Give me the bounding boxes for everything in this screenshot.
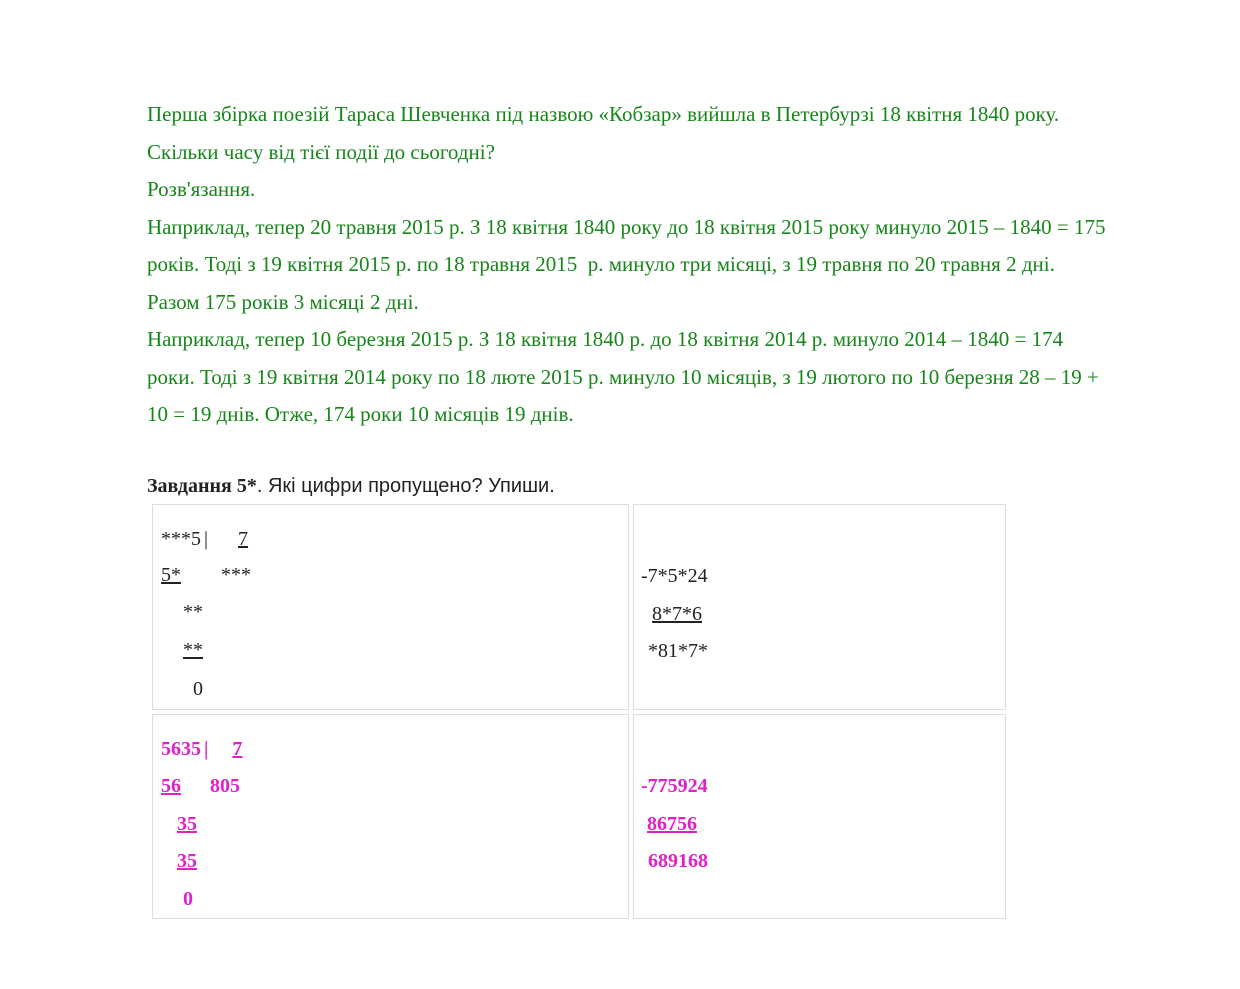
answer-division-divisor-value: 7 — [232, 738, 243, 760]
division-dividend: ***5 — [161, 528, 201, 550]
answer-division-quotient: 805 — [210, 775, 240, 797]
answer-division-result: 0 — [183, 888, 193, 910]
division-remainder: ** — [183, 601, 203, 623]
answer-division-remainder: 35 — [177, 813, 197, 835]
subtraction-difference: *81*7* — [648, 640, 708, 662]
division-quotient: *** — [221, 564, 251, 586]
solution-heading: Розв'язання. — [147, 177, 256, 201]
division-divisor: | 7 — [204, 528, 249, 550]
answer-subtraction-subtrahend — [641, 812, 697, 836]
problem-text — [147, 96, 1167, 434]
task-text: . Які цифри пропущено? Упиши. — [256, 475, 555, 497]
task-heading — [147, 475, 555, 498]
answer-division-divisor: | 7 — [204, 738, 243, 760]
division-divisor-value: 7 — [238, 528, 249, 550]
solution-line: Наприклад, тепер 20 травня 2015 р. З 18 квітня 1840 року до 18 квітня 2015 року минуло 2015 – 1840 = 175 — [147, 214, 1106, 239]
problem-line: Перша збірка поезій Тараса Шевченка під назвою «Кобзар» вийшла в Петербурзі 18 квітня 1840 року. — [147, 102, 1060, 126]
solution-line: 10 = 19 днів. Отже, 174 роки 10 місяців 19 днів. — [147, 402, 574, 426]
solution-line: роки. Тоді з 19 квітня 2014 року по 18 люте 2015 р. минуло 10 місяців, з 19 лютого по 10 березня 28 – 19 + — [147, 364, 1099, 389]
solution-line: Разом 175 років 3 місяці 2 дні. — [147, 289, 419, 314]
answer-subtraction-difference: 689168 — [648, 850, 708, 872]
answer-division-first-subtrahend: 56 — [161, 775, 181, 797]
answer-subtraction-subtrahend-value: 86756 — [647, 813, 697, 835]
answer-subtraction-minuend: -775924 — [641, 775, 708, 797]
subtraction-subtrahend — [641, 602, 702, 626]
subtraction-subtrahend-value: 8*7*6 — [652, 603, 702, 625]
division-first-subtrahend: 5* — [161, 564, 181, 586]
task-title: Завдання 5* — [147, 475, 257, 497]
subtraction-minuend: -7*5*24 — [641, 565, 708, 587]
solution-line: років. Тоді з 19 квітня 2015 р. по 18 травня 2015 р. минуло три місяці, з 19 травня по 20 травня 2 дні. — [147, 252, 1055, 276]
answer-division-dividend: 5635 — [161, 738, 201, 760]
problem-line: Скільки часу від тієї події до сьогодні? — [147, 139, 495, 164]
division-subtrahend: ** — [183, 639, 203, 661]
solution-line: Наприклад, тепер 10 березня 2015 р. З 18 квітня 1840 р. до 18 квітня 2014 р. минуло 2014 – 1840 = 174 — [147, 327, 1064, 351]
answer-division-subtrahend: 35 — [177, 850, 197, 872]
division-result: 0 — [193, 678, 203, 700]
